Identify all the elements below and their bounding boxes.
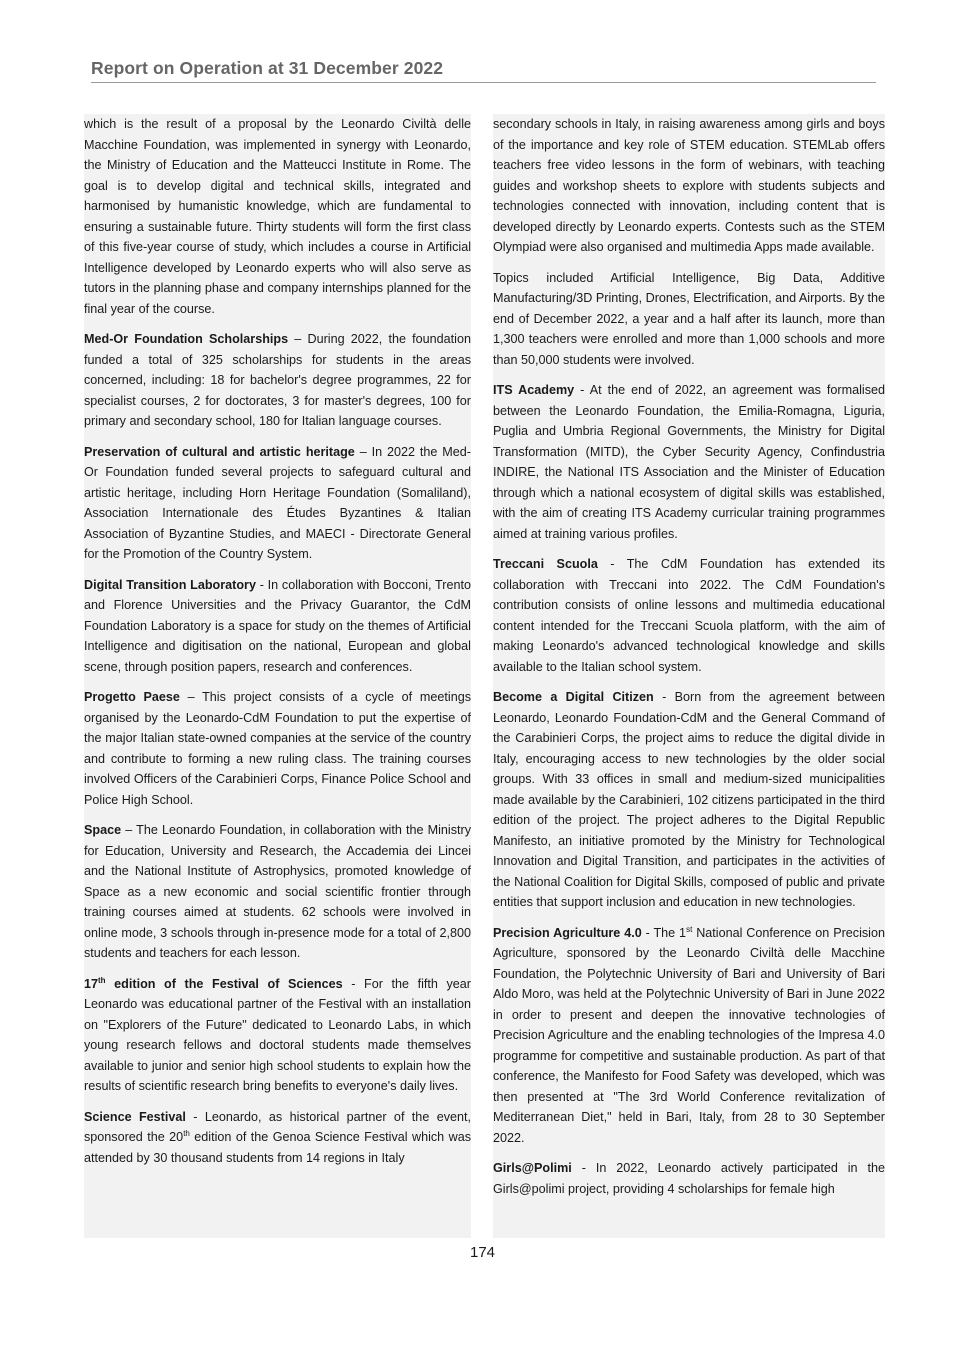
paragraph-space: Space – The Leonardo Foundation, in collaboration with the Ministry for Education, University and Research, the Accademia dei Lincei and the National Institute of Astrophysics, promoted knowledge of Space as a new economic and social scientific frontier through training courses aimed at students. 62 schools were involved in online mode, 3 schools through in-presence mode for a total of 2,800 students and teachers for each lesson.	[84, 823, 471, 960]
paragraph-heading: Preservation of cultural and artistic heritage	[84, 444, 355, 459]
paragraph-heading: Become a Digital Citizen	[493, 690, 654, 704]
paragraph-science-festival: Science Festival - Leonardo, as historical partner of the event, sponsored the 20th edition of the Genoa Science Festival which was attended by 30 thousand students from 14 regions in Italy	[84, 1109, 471, 1165]
paragraph-med-or-scholarships: Med-Or Foundation Scholarships – During 2022, the foundation funded a total of 325 scholarships for students in the areas concerned, including: 18 for bachelor's degree programmes, 22 for specialist courses, 2 for doctorates, 3 for master's degrees, 100 for primary and secondary school, 180 for Italian language courses.	[84, 332, 471, 428]
paragraph-become-digital-citizen: Become a Digital Citizen - Born from the agreement between Leonardo, Leonardo Foundation-CdM and the General Command of the Carabinieri Corps, the project aims to reduce the digital divide in Italy, encouraging access to new technologies by the older social groups. With 33 offices in small and medium-sized municipalities made available by the Carabinieri, 102 citizens participated in the third edition of the project. The project adheres to the Digital Republic Manifesto, an initiative promoted by the Ministry for Technological Innovation and Digital Transition, and participates in the activities of the National Coalition for Digital Skills, composed of public and private entities that support inclusion and education in new technologies.	[493, 690, 885, 909]
paragraph-progetto-paese: Progetto Paese – This project consists of a cycle of meetings organised by the Leonardo-CdM Foundation to put the expertise of the major Italian state-owned companies at the service of the country and contribute to forming a new ruling class. The training courses involved Officers of the Carabinieri Corps, Finance Police School and Police High School.	[84, 690, 471, 807]
paragraph-topics: Topics included Artificial Intelligence, Big Data, Additive Manufacturing/3D Printing, Drones, Electrification, and Airports. By the end of December 2022, a year and a half after its launch, more than 1,300 teachers were enrolled and more than 1,000 schools and more than 50,000 students were involved.	[493, 270, 885, 367]
paragraph-heading: Progetto Paese	[84, 690, 180, 704]
paragraph-heading: Treccani Scuola	[493, 557, 598, 571]
paragraph-heading: Science Festival	[84, 1109, 186, 1124]
paragraph-stemlab-continued: secondary schools in Italy, in raising awareness among girls and boys of the importance and key role of STEM education. STEMLab offers teachers free video lessons in the form of webinars, with teaching guides and workshop sheets to explore with students subjects and technologies connected with innovation, including content that is developed directly by Leonardo experts. Contests such as the STEM Olympiad were also organised and multimedia Apps made available.	[493, 117, 885, 254]
paragraph-heading: Girls@Polimi	[493, 1161, 572, 1175]
right-column	[493, 114, 885, 1238]
paragraph-heading: Med-Or Foundation Scholarships	[84, 332, 289, 346]
paragraph-heading: 17th edition of the Festival of Sciences	[84, 975, 343, 991]
paragraph-its-academy: ITS Academy - At the end of 2022, an agreement was formalised between the Leonardo Foundation, the Emilia-Romagna, Liguria, Puglia and Umbria Regional Governments, the Ministry for Digital Transformation (MITD), the Cyber Security Agency, Confindustria INDIRE, the National ITS Association and the Minister of Education through which a national ecosystem of digital skills was established, with the aim of creating ITS Academy curricular training programmes aimed at training various profiles.	[493, 383, 885, 541]
page-header	[91, 58, 876, 83]
paragraph-heading: Precision Agriculture 4.0	[493, 925, 642, 940]
page-number: 174	[469, 1244, 496, 1261]
left-column	[84, 114, 471, 1238]
paragraph-cultural-heritage: Preservation of cultural and artistic heritage – In 2022 the Med-Or Foundation funded several projects to safeguard cultural and artistic heritage, including Horn Heritage Foundation (Somaliland), Association Internationale des Études Byzantines & Italian Association of Byzantine Studies, and MAECI - Directorate General for the Promotion of the Country System.	[84, 444, 471, 561]
paragraph-digital-transition-lab: Digital Transition Laboratory - In collaboration with Bocconi, Trento and Florence Universities and the Privacy Guarantor, the CdM Foundation Laboratory is a space for study on the themes of Artificial Intelligence and digitisation on the national, European and global scene, through position papers, research and conferences.	[84, 577, 471, 674]
report-title: Report on Operation at 31 December 2022	[91, 58, 444, 78]
paragraph-precision-agriculture: Precision Agriculture 4.0 - The 1st National Conference on Precision Agriculture, sponsored by the Leonardo Civiltà delle Macchine Foundation, the Polytechnic University of Bari and University of Bari Aldo Moro, was held at the Polytechnic University of Bari in June 2022 in order to present and deepen the innovative technologies of Precision Agriculture and the enabling technologies of the Impresa 4.0 programme for competitive and sustainable production. As part of that conference, the Manifesto for Food Safety was developed, which was then presented at "The 3rd World Conference revitalization of Mediterranean Diet," held in Bari, Italy, from 28 to 30 September 2022.	[493, 924, 885, 1145]
paragraph-heading: Space	[84, 823, 122, 837]
paragraph-heading: ITS Academy	[493, 383, 575, 397]
paragraph-festival-of-sciences: 17th edition of the Festival of Sciences - For the fifth year Leonardo was educational partner of the Festival with an installation on "Explorers of the Future" dedicated to Leonardo Labs, in which young research fellows and doctoral students made themselves available to junior and senior high school students to explain how the results of scientific research bring benefits to everyone's daily lives.	[84, 975, 471, 1093]
paragraph-intro-continued: which is the result of a proposal by the Leonardo Civiltà delle Macchine Foundation, was implemented in synergy with Leonardo, the Ministry of Education and the Matteucci Institute in Rome. The goal is to develop digital and technical skills, integrated and harmonised by humanistic knowledge, which are fundamental to ensuring a sustainable future. Thirty students will form the first class of this five-year course of study, which includes a course in Artificial Intelligence developed by Leonardo experts who will also serve as tutors in the planning phase and company internships planned for the final year of the course.	[84, 117, 471, 316]
paragraph-girls-polimi: Girls@Polimi - In 2022, Leonardo actively participated in the Girls@polimi project, providing 4 scholarships for female high	[493, 1161, 885, 1196]
paragraph-heading: Digital Transition Laboratory	[84, 577, 256, 592]
paragraph-treccani-scuola: Treccani Scuola - The CdM Foundation has extended its collaboration with Treccani into 2022. The CdM Foundation's contribution consists of online lessons and multimedia educational content intended for the Treccani Scuola platform, with the aim of making Leonardo's advanced technological knowledge and skills available to the Italian school system.	[493, 557, 885, 674]
